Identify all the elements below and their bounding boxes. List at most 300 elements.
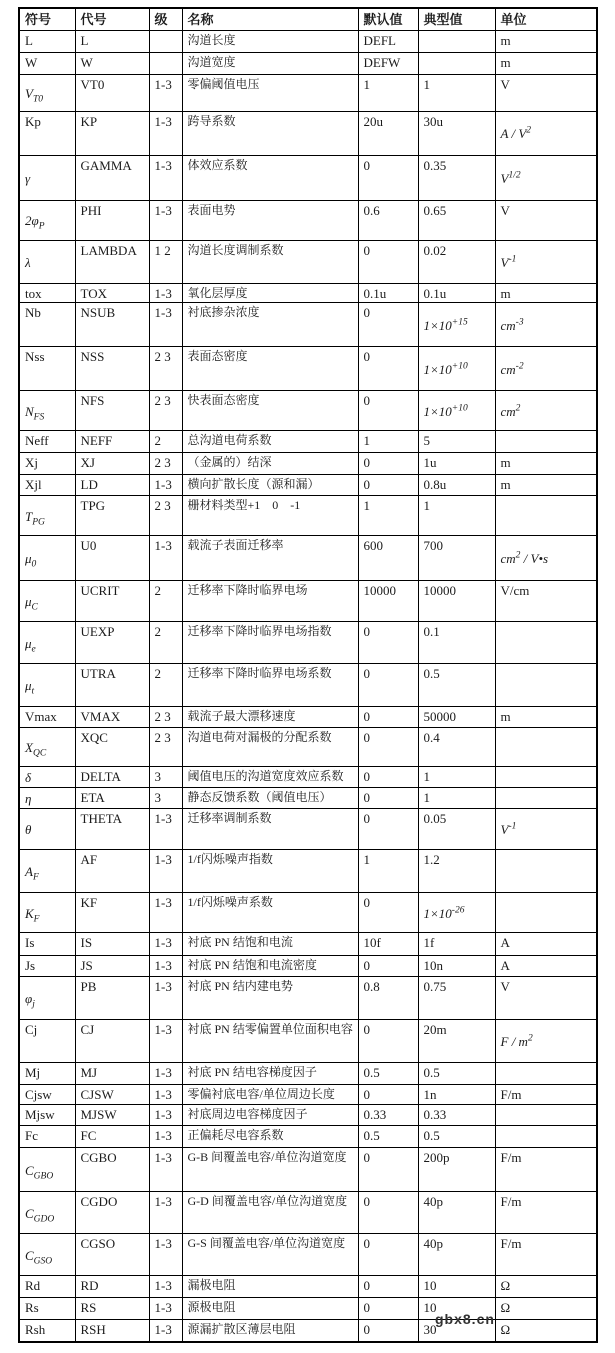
cell-typical: $1\times 10^{-26}$ xyxy=(418,893,495,933)
cell-unit xyxy=(495,1063,597,1085)
table-row xyxy=(19,933,597,956)
cell-level: 2 xyxy=(149,581,182,622)
cell-typical: 1 xyxy=(418,788,495,809)
cell-level: 2 3 xyxy=(149,707,182,728)
cell-unit: m xyxy=(495,707,597,728)
table-row xyxy=(19,956,597,977)
cell-symbol: $\varphi_j$ xyxy=(19,977,75,1020)
cell-unit xyxy=(495,850,597,893)
cell-level: 1-3 xyxy=(149,156,182,201)
cell-code: W xyxy=(75,53,149,75)
cell-default: 0 xyxy=(358,1085,418,1105)
table-row xyxy=(19,391,597,431)
cell-code: PB xyxy=(75,977,149,1020)
cell-name: 源极电阻 xyxy=(182,1298,358,1320)
cell-code: IS xyxy=(75,933,149,956)
cell-typical: 50000 xyxy=(418,707,495,728)
cell-symbol: Rd xyxy=(19,1276,75,1298)
cell-unit xyxy=(495,431,597,453)
cell-symbol: Rs xyxy=(19,1298,75,1320)
cell-typical: 0.75 xyxy=(418,977,495,1020)
cell-unit: Ω xyxy=(495,1320,597,1342)
cell-default: 0.5 xyxy=(358,1063,418,1085)
cell-name: 衬底 PN 结饱和电流密度 xyxy=(182,956,358,977)
cell-name: 载流子表面迁移率 xyxy=(182,536,358,581)
cell-symbol: $C_{GSO}$ xyxy=(19,1234,75,1276)
cell-code: CGBO xyxy=(75,1148,149,1192)
cell-symbol: $T_{PG}$ xyxy=(19,496,75,536)
cell-name: 跨导系数 xyxy=(182,112,358,156)
cell-code: NEFF xyxy=(75,431,149,453)
parameter-table xyxy=(18,7,598,1343)
cell-name: 横向扩散长度（源和漏） xyxy=(182,475,358,496)
cell-default: 0.1u xyxy=(358,284,418,303)
header-row xyxy=(19,8,597,31)
cell-code: LD xyxy=(75,475,149,496)
cell-typical: 0.05 xyxy=(418,809,495,850)
cell-level: 1-3 xyxy=(149,284,182,303)
table-row xyxy=(19,1320,597,1342)
cell-symbol: λ xyxy=(19,241,75,284)
cell-default: 0 xyxy=(358,1298,418,1320)
cell-symbol: $X_{QC}$ xyxy=(19,728,75,767)
table-row xyxy=(19,1276,597,1298)
cell-code: RSH xyxy=(75,1320,149,1342)
cell-typical: $1\times 10^{+15}$ xyxy=(418,303,495,347)
table-row xyxy=(19,788,597,809)
cell-symbol: Neff xyxy=(19,431,75,453)
cell-level xyxy=(149,31,182,53)
cell-unit: $cm^{-2}$ xyxy=(495,347,597,391)
cell-typical: 1n xyxy=(418,1085,495,1105)
cell-unit xyxy=(495,1105,597,1126)
cell-typical: 20m xyxy=(418,1020,495,1063)
cell-name: 体效应系数 xyxy=(182,156,358,201)
cell-unit: A xyxy=(495,956,597,977)
cell-level: 1-3 xyxy=(149,893,182,933)
cell-unit: A xyxy=(495,933,597,956)
cell-typical: 10n xyxy=(418,956,495,977)
cell-typical xyxy=(418,31,495,53)
cell-default: 0 xyxy=(358,475,418,496)
cell-default: 0 xyxy=(358,956,418,977)
cell-code: JS xyxy=(75,956,149,977)
cell-default: 20u xyxy=(358,112,418,156)
cell-level: 1-3 xyxy=(149,475,182,496)
cell-name: 栅材料类型+1 0 -1 xyxy=(182,496,358,536)
table-row xyxy=(19,1085,597,1105)
header-typical: 典型值 xyxy=(418,8,495,31)
cell-typical: 1f xyxy=(418,933,495,956)
cell-default: 0 xyxy=(358,241,418,284)
cell-unit: $V^{-1}$ xyxy=(495,241,597,284)
cell-unit: F / $m^2$ xyxy=(495,1020,597,1063)
cell-name: G-B 间覆盖电容/单位沟道宽度 xyxy=(182,1148,358,1192)
cell-level: 1-3 xyxy=(149,536,182,581)
header-default: 默认值 xyxy=(358,8,418,31)
cell-default: 0 xyxy=(358,664,418,707)
cell-typical: 0.5 xyxy=(418,664,495,707)
cell-default: 1 xyxy=(358,496,418,536)
cell-unit: m xyxy=(495,284,597,303)
cell-code: RS xyxy=(75,1298,149,1320)
cell-code: NSS xyxy=(75,347,149,391)
cell-symbol: Fc xyxy=(19,1126,75,1148)
cell-code: MJSW xyxy=(75,1105,149,1126)
cell-name: 迁移率下降时临界电场系数 xyxy=(182,664,358,707)
cell-level: 1-3 xyxy=(149,850,182,893)
table-row xyxy=(19,707,597,728)
cell-symbol: W xyxy=(19,53,75,75)
cell-code: VT0 xyxy=(75,75,149,112)
cell-typical: 10 xyxy=(418,1276,495,1298)
cell-code: XQC xyxy=(75,728,149,767)
cell-code: TPG xyxy=(75,496,149,536)
cell-symbol: $K_F$ xyxy=(19,893,75,933)
cell-name: 表面态密度 xyxy=(182,347,358,391)
cell-code: KF xyxy=(75,893,149,933)
cell-name: 零偏衬底电容/单位周边长度 xyxy=(182,1085,358,1105)
cell-unit xyxy=(495,496,597,536)
table-row xyxy=(19,664,597,707)
cell-default: 0 xyxy=(358,453,418,475)
cell-symbol: $\mu_e$ xyxy=(19,622,75,664)
cell-default: 0 xyxy=(358,767,418,788)
table-row xyxy=(19,53,597,75)
cell-default: 0 xyxy=(358,788,418,809)
cell-default: 1 xyxy=(358,75,418,112)
cell-level xyxy=(149,53,182,75)
cell-code: FC xyxy=(75,1126,149,1148)
cell-unit: V xyxy=(495,75,597,112)
table-row xyxy=(19,1234,597,1276)
table-row xyxy=(19,1063,597,1085)
cell-default: 10f xyxy=(358,933,418,956)
cell-default: DEFW xyxy=(358,53,418,75)
table-row xyxy=(19,284,597,303)
cell-name: 总沟道电荷系数 xyxy=(182,431,358,453)
parameter-rows xyxy=(19,31,597,1342)
cell-typical: 1.2 xyxy=(418,850,495,893)
table-row xyxy=(19,201,597,241)
cell-name: 正偏耗尽电容系数 xyxy=(182,1126,358,1148)
cell-default: 1 xyxy=(358,431,418,453)
cell-name: （金属的）结深 xyxy=(182,453,358,475)
cell-typical xyxy=(418,53,495,75)
cell-level: 1-3 xyxy=(149,956,182,977)
cell-symbol: Mj xyxy=(19,1063,75,1085)
cell-level: 2 xyxy=(149,622,182,664)
cell-typical: 1 xyxy=(418,75,495,112)
table-row xyxy=(19,241,597,284)
cell-default: 10000 xyxy=(358,581,418,622)
cell-typical: 0.02 xyxy=(418,241,495,284)
cell-level: 1 2 xyxy=(149,241,182,284)
cell-name: 迁移率下降时临界电场 xyxy=(182,581,358,622)
cell-level: 2 xyxy=(149,431,182,453)
cell-code: LAMBDA xyxy=(75,241,149,284)
cell-name: 沟道宽度 xyxy=(182,53,358,75)
cell-symbol: Xjl xyxy=(19,475,75,496)
cell-level: 1-3 xyxy=(149,75,182,112)
cell-unit: $cm^{-3}$ xyxy=(495,303,597,347)
cell-level: 1-3 xyxy=(149,809,182,850)
cell-level: 1-3 xyxy=(149,201,182,241)
cell-code: DELTA xyxy=(75,767,149,788)
table-row xyxy=(19,1105,597,1126)
cell-code: CGSO xyxy=(75,1234,149,1276)
cell-name: 衬底 PN 结饱和电流 xyxy=(182,933,358,956)
cell-typical: 10 xyxy=(418,1298,495,1320)
cell-level: 2 3 xyxy=(149,728,182,767)
cell-unit: $V^{-1}$ xyxy=(495,809,597,850)
cell-symbol: $N_{FS}$ xyxy=(19,391,75,431)
cell-code: CJSW xyxy=(75,1085,149,1105)
cell-level: 1-3 xyxy=(149,1320,182,1342)
cell-code: U0 xyxy=(75,536,149,581)
cell-symbol: η xyxy=(19,788,75,809)
cell-default: 0 xyxy=(358,1234,418,1276)
cell-typical: 0.1u xyxy=(418,284,495,303)
table-row xyxy=(19,347,597,391)
header-name: 名称 xyxy=(182,8,358,31)
cell-typical: 200p xyxy=(418,1148,495,1192)
cell-symbol: Xj xyxy=(19,453,75,475)
cell-symbol: Kp xyxy=(19,112,75,156)
cell-default: 0 xyxy=(358,303,418,347)
cell-default: 1 xyxy=(358,850,418,893)
cell-code: GAMMA xyxy=(75,156,149,201)
cell-default: 0.33 xyxy=(358,1105,418,1126)
cell-unit: $cm^2$ xyxy=(495,391,597,431)
cell-code: UEXP xyxy=(75,622,149,664)
cell-symbol: Mjsw xyxy=(19,1105,75,1126)
cell-symbol: tox xyxy=(19,284,75,303)
table-row xyxy=(19,475,597,496)
cell-unit: Ω xyxy=(495,1298,597,1320)
cell-default: 0 xyxy=(358,1276,418,1298)
table-row xyxy=(19,850,597,893)
cell-unit: V xyxy=(495,201,597,241)
cell-typical: 0.5 xyxy=(418,1063,495,1085)
watermark: gbx8.cn xyxy=(435,1311,495,1327)
cell-symbol: Nss xyxy=(19,347,75,391)
cell-name: 衬底 PN 结内建电势 xyxy=(182,977,358,1020)
table-row xyxy=(19,622,597,664)
cell-typical: 0.35 xyxy=(418,156,495,201)
cell-typical: 0.8u xyxy=(418,475,495,496)
cell-level: 1-3 xyxy=(149,1063,182,1085)
cell-default: 0.8 xyxy=(358,977,418,1020)
cell-default: DEFL xyxy=(358,31,418,53)
cell-default: 0 xyxy=(358,622,418,664)
cell-code: CGDO xyxy=(75,1192,149,1234)
cell-level: 1-3 xyxy=(149,1298,182,1320)
cell-typical: $1\times 10^{+10}$ xyxy=(418,347,495,391)
cell-symbol: Vmax xyxy=(19,707,75,728)
cell-code: CJ xyxy=(75,1020,149,1063)
header-level: 级 xyxy=(149,8,182,31)
parameter-table-wrap xyxy=(18,7,598,1343)
cell-typical: 0.33 xyxy=(418,1105,495,1126)
cell-name: 衬底 PN 结零偏置单位面积电容 xyxy=(182,1020,358,1063)
table-row xyxy=(19,1298,597,1320)
table-row xyxy=(19,581,597,622)
cell-typical: 0.5 xyxy=(418,1126,495,1148)
cell-typical: 40p xyxy=(418,1192,495,1234)
cell-level: 2 3 xyxy=(149,453,182,475)
cell-typical: 30u xyxy=(418,112,495,156)
table-row xyxy=(19,1020,597,1063)
cell-code: THETA xyxy=(75,809,149,850)
cell-code: NSUB xyxy=(75,303,149,347)
cell-default: 0 xyxy=(358,893,418,933)
cell-level: 1-3 xyxy=(149,303,182,347)
header-symbol: 符号 xyxy=(19,8,75,31)
cell-default: 0 xyxy=(358,1020,418,1063)
cell-level: 1-3 xyxy=(149,1126,182,1148)
cell-name: 衬底 PN 结电容梯度因子 xyxy=(182,1063,358,1085)
cell-name: 沟道电荷对漏极的分配系数 xyxy=(182,728,358,767)
cell-unit: F/m xyxy=(495,1192,597,1234)
table-row xyxy=(19,767,597,788)
cell-name: 1/f闪烁噪声指数 xyxy=(182,850,358,893)
cell-name: 载流子最大漂移速度 xyxy=(182,707,358,728)
cell-symbol: $C_{GDO}$ xyxy=(19,1192,75,1234)
cell-typical: 30 xyxy=(418,1320,495,1342)
cell-symbol: $\mu_C$ xyxy=(19,581,75,622)
cell-symbol: Cj xyxy=(19,1020,75,1063)
cell-default: 0 xyxy=(358,1148,418,1192)
cell-symbol: Cjsw xyxy=(19,1085,75,1105)
cell-default: 0 xyxy=(358,809,418,850)
cell-level: 1-3 xyxy=(149,112,182,156)
cell-symbol: L xyxy=(19,31,75,53)
cell-name: G-S 间覆盖电容/单位沟道宽度 xyxy=(182,1234,358,1276)
cell-code: L xyxy=(75,31,149,53)
cell-default: 0 xyxy=(358,1320,418,1342)
cell-name: 源漏扩散区薄层电阻 xyxy=(182,1320,358,1342)
cell-unit: V/cm xyxy=(495,581,597,622)
table-row xyxy=(19,1148,597,1192)
cell-level: 1-3 xyxy=(149,977,182,1020)
cell-name: 阈值电压的沟道宽度效应系数 xyxy=(182,767,358,788)
cell-default: 0 xyxy=(358,347,418,391)
cell-typical: 10000 xyxy=(418,581,495,622)
cell-symbol: Is xyxy=(19,933,75,956)
cell-code: UCRIT xyxy=(75,581,149,622)
cell-unit: F/m xyxy=(495,1148,597,1192)
cell-name: 1/f闪烁噪声系数 xyxy=(182,893,358,933)
cell-code: VMAX xyxy=(75,707,149,728)
cell-symbol: $C_{GBO}$ xyxy=(19,1148,75,1192)
cell-symbol: γ xyxy=(19,156,75,201)
cell-unit: Ω xyxy=(495,1276,597,1298)
cell-name: 快表面态密度 xyxy=(182,391,358,431)
cell-code: AF xyxy=(75,850,149,893)
cell-typical: 40p xyxy=(418,1234,495,1276)
table-row xyxy=(19,75,597,112)
cell-unit: m xyxy=(495,31,597,53)
table-row xyxy=(19,31,597,53)
cell-code: MJ xyxy=(75,1063,149,1085)
table-row xyxy=(19,728,597,767)
cell-symbol: $\mu_0$ xyxy=(19,536,75,581)
cell-typical: 0.1 xyxy=(418,622,495,664)
cell-level: 3 xyxy=(149,788,182,809)
table-row xyxy=(19,977,597,1020)
cell-typical: 0.4 xyxy=(418,728,495,767)
cell-unit xyxy=(495,788,597,809)
cell-symbol: Rsh xyxy=(19,1320,75,1342)
cell-default: 0 xyxy=(358,156,418,201)
cell-level: 1-3 xyxy=(149,1192,182,1234)
cell-symbol: $2\varphi_P$ xyxy=(19,201,75,241)
cell-default: 0 xyxy=(358,728,418,767)
cell-default: 0 xyxy=(358,707,418,728)
cell-symbol: δ xyxy=(19,767,75,788)
table-row xyxy=(19,496,597,536)
cell-name: 沟道长度 xyxy=(182,31,358,53)
cell-code: RD xyxy=(75,1276,149,1298)
cell-code: KP xyxy=(75,112,149,156)
cell-symbol: Js xyxy=(19,956,75,977)
cell-unit xyxy=(495,664,597,707)
cell-level: 2 3 xyxy=(149,496,182,536)
table-row xyxy=(19,453,597,475)
cell-default: 0 xyxy=(358,391,418,431)
header-unit: 单位 xyxy=(495,8,597,31)
cell-level: 2 3 xyxy=(149,347,182,391)
cell-unit: F/m xyxy=(495,1085,597,1105)
cell-code: ETA xyxy=(75,788,149,809)
cell-code: UTRA xyxy=(75,664,149,707)
table-row xyxy=(19,536,597,581)
cell-name: 衬底掺杂浓度 xyxy=(182,303,358,347)
cell-unit: $V^{1/2}$ xyxy=(495,156,597,201)
cell-unit: A / $V^2$ xyxy=(495,112,597,156)
table-row xyxy=(19,1126,597,1148)
cell-level: 1-3 xyxy=(149,1276,182,1298)
cell-code: TOX xyxy=(75,284,149,303)
cell-unit xyxy=(495,728,597,767)
cell-level: 1-3 xyxy=(149,1234,182,1276)
cell-typical: 700 xyxy=(418,536,495,581)
table-row xyxy=(19,1192,597,1234)
cell-name: 迁移率调制系数 xyxy=(182,809,358,850)
table-row xyxy=(19,893,597,933)
table-row xyxy=(19,809,597,850)
cell-symbol: θ xyxy=(19,809,75,850)
cell-default: 0 xyxy=(358,1192,418,1234)
cell-name: G-D 间覆盖电容/单位沟道宽度 xyxy=(182,1192,358,1234)
cell-level: 1-3 xyxy=(149,933,182,956)
cell-level: 3 xyxy=(149,767,182,788)
cell-name: 沟道长度调制系数 xyxy=(182,241,358,284)
cell-level: 1-3 xyxy=(149,1105,182,1126)
cell-level: 2 3 xyxy=(149,391,182,431)
cell-typical: 0.65 xyxy=(418,201,495,241)
table-row xyxy=(19,303,597,347)
table-row xyxy=(19,156,597,201)
cell-symbol: $V_{T0}$ xyxy=(19,75,75,112)
cell-name: 静态反馈系数（阈值电压） xyxy=(182,788,358,809)
header-code: 代号 xyxy=(75,8,149,31)
cell-code: NFS xyxy=(75,391,149,431)
cell-unit xyxy=(495,1126,597,1148)
table-row xyxy=(19,431,597,453)
cell-typical: 1 xyxy=(418,496,495,536)
